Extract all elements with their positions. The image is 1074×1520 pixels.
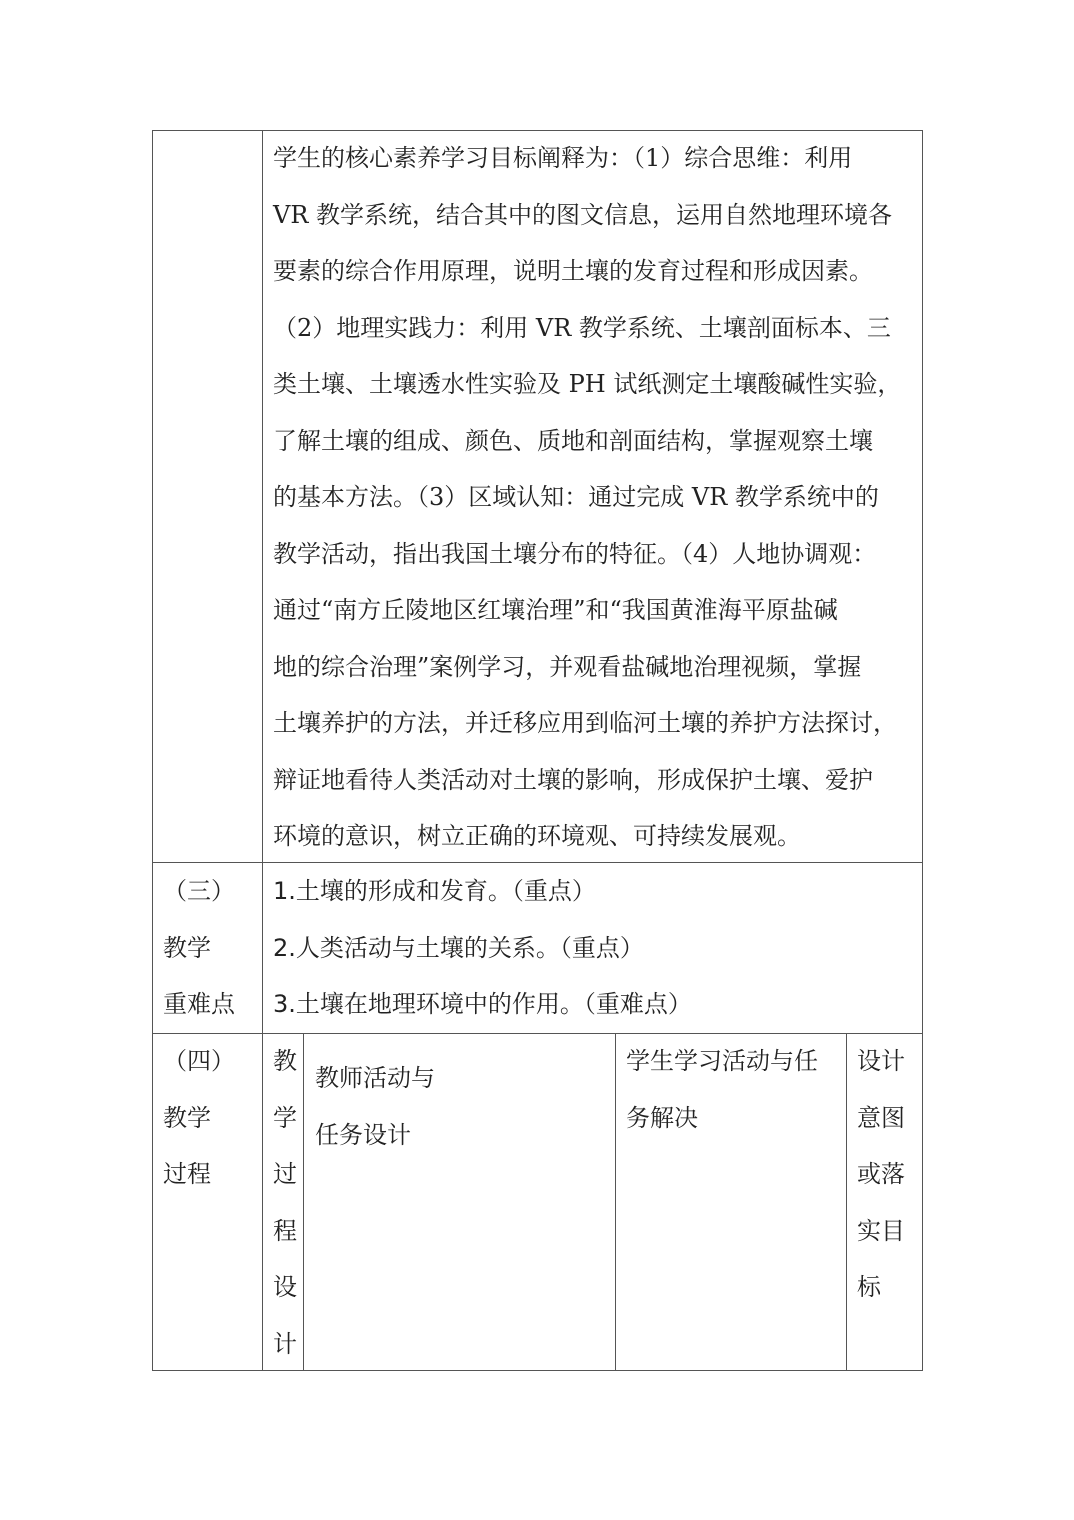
label-column-divider — [262, 130, 263, 1371]
objectives-line: 辩证地看待人类活动对土壤的影响，形成保护土壤、爱护 — [273, 765, 873, 794]
design-intent-line: 设计 — [857, 1047, 905, 1075]
process-divider-2 — [615, 1033, 616, 1371]
table-border-left — [152, 130, 153, 1371]
objectives-line: 学生的核心素养学习目标阐释为：（1）综合思维：利用 — [273, 144, 853, 172]
objectives-line: 的基本方法。（3）区域认知：通过完成 VR 教学系统中的 — [273, 483, 879, 511]
process-divider-1 — [303, 1033, 304, 1371]
process-label-line: （四） — [163, 1047, 235, 1075]
process-divider-3 — [846, 1033, 847, 1371]
objectives-text — [273, 130, 901, 865]
objectives-line: 了解土壤的组成、颜色、质地和剖面结构，掌握观察土壤 — [273, 426, 873, 455]
key-points-list — [273, 863, 692, 1033]
process-label — [163, 1033, 235, 1203]
process-design-char: 过 — [273, 1160, 297, 1188]
process-label-line: 教学 — [163, 1103, 211, 1132]
design-intent-line: 实目 — [857, 1216, 905, 1245]
objectives-line: 土壤养护的方法，并迁移应用到临河土壤的养护方法探讨， — [273, 709, 897, 737]
process-design-char: 程 — [273, 1216, 297, 1245]
key-point-item: 2.人类活动与土壤的关系。（重点） — [273, 933, 644, 962]
table-border-bottom — [152, 1370, 923, 1371]
process-design-char: 计 — [273, 1329, 297, 1358]
objectives-line: VR 教学系统，结合其中的图文信息，运用自然地理环境各 — [273, 200, 893, 229]
process-label-line: 过程 — [163, 1160, 211, 1188]
design-intent-line: 或落 — [857, 1160, 905, 1188]
objectives-line: 要素的综合作用原理，说明土壤的发育过程和形成因素。 — [273, 257, 873, 285]
design-intent-line: 意图 — [857, 1103, 905, 1132]
teacher-activity-line: 任务设计 — [315, 1120, 411, 1149]
objectives-line: 通过“南方丘陵地区红壤治理”和“我国黄淮海平原盐碱 — [273, 596, 838, 624]
student-activity-line: 学生学习活动与任 — [626, 1047, 818, 1075]
key-points-label-line: 重难点 — [163, 990, 235, 1018]
objectives-line: 环境的意识，树立正确的环境观、可持续发展观。 — [273, 822, 801, 850]
objectives-line: 类土壤、土壤透水性实验及 PH 试纸测定土壤酸碱性实验， — [273, 370, 902, 398]
teacher-activity-line: 教师活动与 — [315, 1064, 435, 1092]
key-point-item: 3.土壤在地理环境中的作用。（重难点） — [273, 990, 692, 1018]
key-points-label-line: 教学 — [163, 933, 211, 962]
key-points-label-line: （三） — [163, 877, 235, 905]
design-intent-header — [857, 1033, 905, 1316]
objectives-line: 地的综合治理”案例学习，并观看盐碱地治理视频，掌握 — [273, 652, 862, 681]
design-intent-line: 标 — [857, 1273, 881, 1301]
process-design-char: 教 — [273, 1047, 297, 1075]
table-border-right — [922, 130, 923, 1371]
process-design-char: 学 — [273, 1103, 297, 1132]
key-point-item: 1.土壤的形成和发育。（重点） — [273, 877, 596, 905]
key-points-label — [163, 863, 235, 1033]
objectives-line: 教学活动，指出我国土壤分布的特征。（4）人地协调观： — [273, 539, 877, 568]
process-design-char: 设 — [273, 1273, 297, 1301]
student-activity-header — [626, 1033, 818, 1146]
teacher-activity-header — [315, 1050, 435, 1163]
process-design-column — [273, 1033, 297, 1372]
student-activity-line: 务解决 — [626, 1103, 698, 1132]
objectives-line: （2）地理实践力：利用 VR 教学系统、土壤剖面标本、三 — [273, 313, 891, 342]
